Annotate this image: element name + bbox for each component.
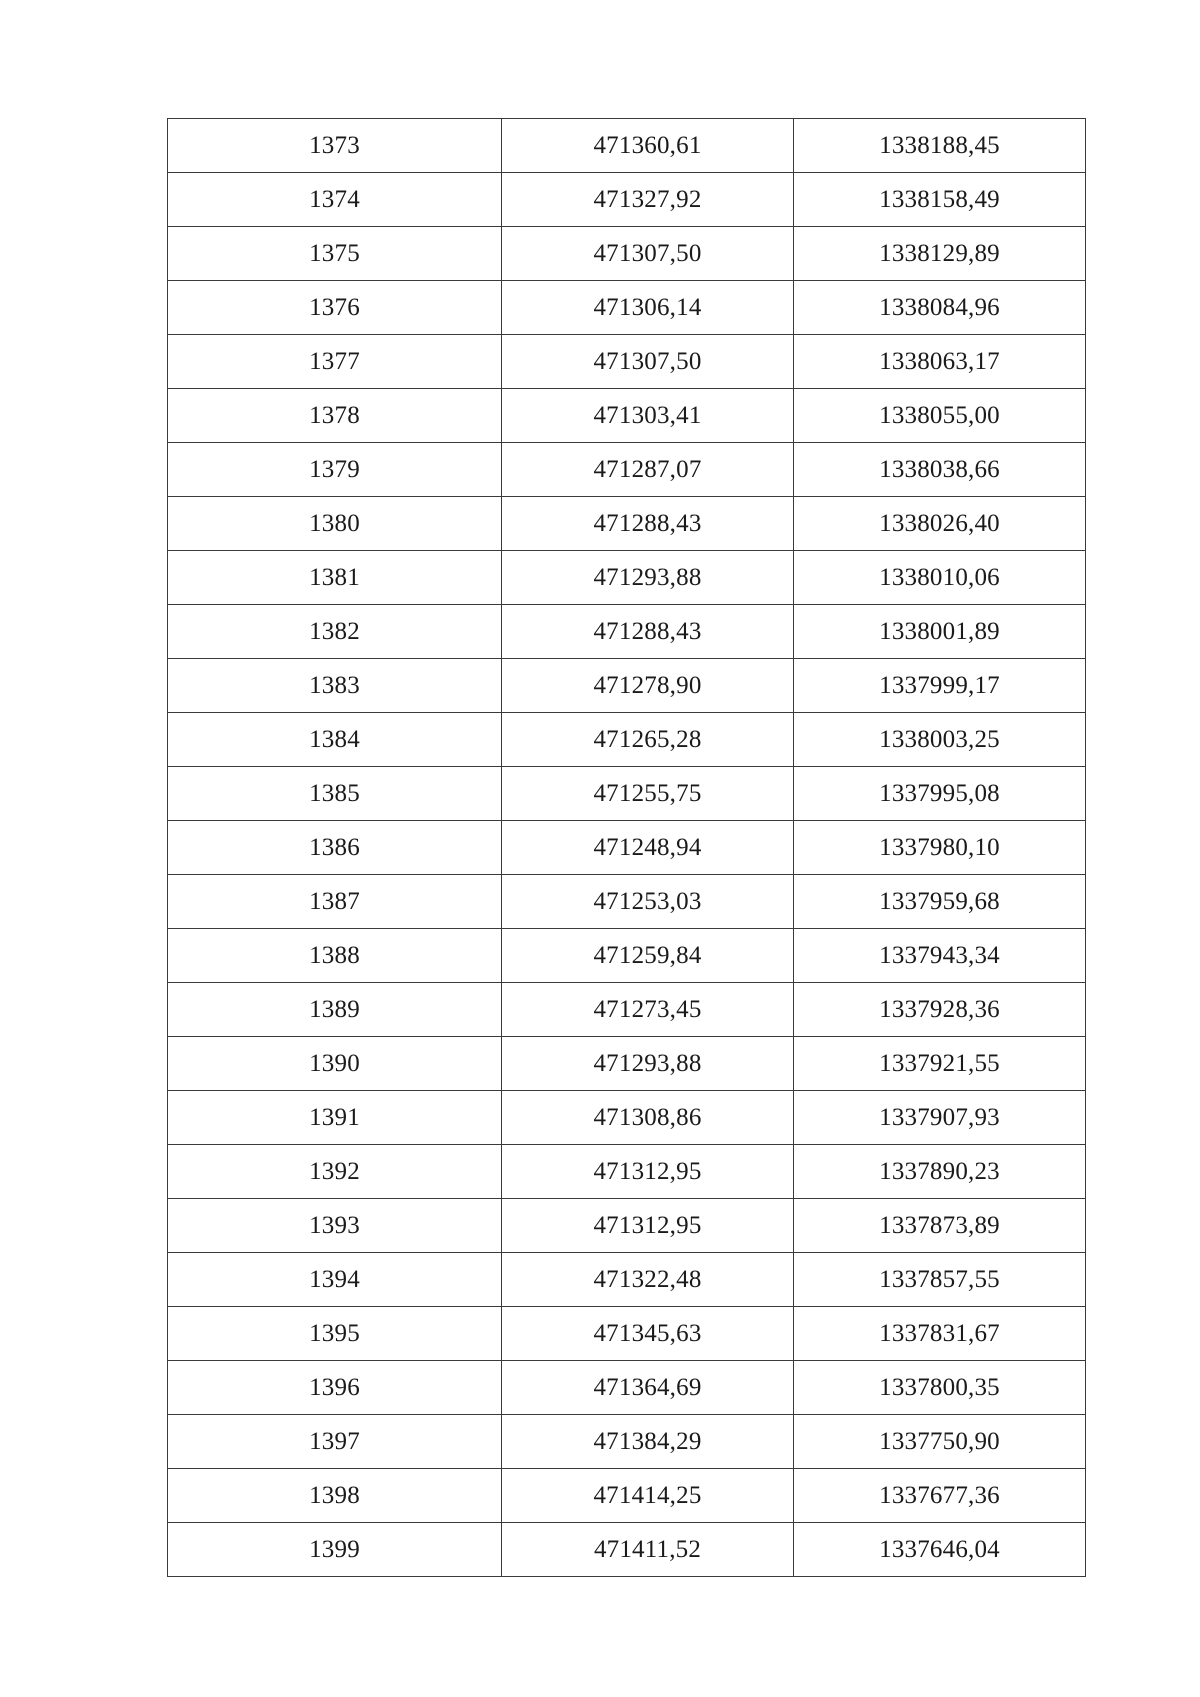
x-coordinate-cell: 471360,61 <box>502 119 794 173</box>
coordinates-table <box>167 118 1086 1577</box>
x-coordinate-cell: 471288,43 <box>502 605 794 659</box>
table-row <box>168 821 1086 875</box>
table-row <box>168 713 1086 767</box>
point-number-cell: 1392 <box>168 1145 502 1199</box>
table-row <box>168 497 1086 551</box>
table-row <box>168 1307 1086 1361</box>
table-row <box>168 551 1086 605</box>
table-row <box>168 1199 1086 1253</box>
x-coordinate-cell: 471384,29 <box>502 1415 794 1469</box>
y-coordinate-cell: 1338188,45 <box>794 119 1086 173</box>
y-coordinate-cell: 1338063,17 <box>794 335 1086 389</box>
y-coordinate-cell: 1337831,67 <box>794 1307 1086 1361</box>
x-coordinate-cell: 471273,45 <box>502 983 794 1037</box>
x-coordinate-cell: 471364,69 <box>502 1361 794 1415</box>
x-coordinate-cell: 471259,84 <box>502 929 794 983</box>
table-row <box>168 605 1086 659</box>
y-coordinate-cell: 1337646,04 <box>794 1523 1086 1577</box>
y-coordinate-cell: 1338158,49 <box>794 173 1086 227</box>
point-number-cell: 1380 <box>168 497 502 551</box>
table-row <box>168 659 1086 713</box>
x-coordinate-cell: 471312,95 <box>502 1199 794 1253</box>
point-number-cell: 1383 <box>168 659 502 713</box>
y-coordinate-cell: 1337857,55 <box>794 1253 1086 1307</box>
x-coordinate-cell: 471306,14 <box>502 281 794 335</box>
point-number-cell: 1397 <box>168 1415 502 1469</box>
table-row <box>168 443 1086 497</box>
x-coordinate-cell: 471255,75 <box>502 767 794 821</box>
table-row <box>168 1253 1086 1307</box>
x-coordinate-cell: 471411,52 <box>502 1523 794 1577</box>
table-row <box>168 281 1086 335</box>
y-coordinate-cell: 1337750,90 <box>794 1415 1086 1469</box>
point-number-cell: 1390 <box>168 1037 502 1091</box>
table-row <box>168 767 1086 821</box>
point-number-cell: 1384 <box>168 713 502 767</box>
y-coordinate-cell: 1338055,00 <box>794 389 1086 443</box>
point-number-cell: 1399 <box>168 1523 502 1577</box>
table-row <box>168 929 1086 983</box>
x-coordinate-cell: 471265,28 <box>502 713 794 767</box>
y-coordinate-cell: 1338026,40 <box>794 497 1086 551</box>
point-number-cell: 1396 <box>168 1361 502 1415</box>
x-coordinate-cell: 471307,50 <box>502 227 794 281</box>
y-coordinate-cell: 1337980,10 <box>794 821 1086 875</box>
table-row <box>168 875 1086 929</box>
x-coordinate-cell: 471312,95 <box>502 1145 794 1199</box>
table-row <box>168 1361 1086 1415</box>
x-coordinate-cell: 471253,03 <box>502 875 794 929</box>
x-coordinate-cell: 471278,90 <box>502 659 794 713</box>
point-number-cell: 1381 <box>168 551 502 605</box>
x-coordinate-cell: 471288,43 <box>502 497 794 551</box>
point-number-cell: 1373 <box>168 119 502 173</box>
table-row <box>168 173 1086 227</box>
y-coordinate-cell: 1338129,89 <box>794 227 1086 281</box>
y-coordinate-cell: 1337999,17 <box>794 659 1086 713</box>
point-number-cell: 1379 <box>168 443 502 497</box>
x-coordinate-cell: 471303,41 <box>502 389 794 443</box>
table-row <box>168 1091 1086 1145</box>
y-coordinate-cell: 1337890,23 <box>794 1145 1086 1199</box>
y-coordinate-cell: 1337677,36 <box>794 1469 1086 1523</box>
y-coordinate-cell: 1337873,89 <box>794 1199 1086 1253</box>
x-coordinate-cell: 471414,25 <box>502 1469 794 1523</box>
y-coordinate-cell: 1337928,36 <box>794 983 1086 1037</box>
coordinates-table-body <box>168 119 1086 1577</box>
point-number-cell: 1393 <box>168 1199 502 1253</box>
x-coordinate-cell: 471293,88 <box>502 551 794 605</box>
x-coordinate-cell: 471287,07 <box>502 443 794 497</box>
y-coordinate-cell: 1337995,08 <box>794 767 1086 821</box>
point-number-cell: 1377 <box>168 335 502 389</box>
y-coordinate-cell: 1338003,25 <box>794 713 1086 767</box>
y-coordinate-cell: 1338010,06 <box>794 551 1086 605</box>
point-number-cell: 1376 <box>168 281 502 335</box>
point-number-cell: 1398 <box>168 1469 502 1523</box>
x-coordinate-cell: 471322,48 <box>502 1253 794 1307</box>
x-coordinate-cell: 471293,88 <box>502 1037 794 1091</box>
y-coordinate-cell: 1338001,89 <box>794 605 1086 659</box>
table-row <box>168 1145 1086 1199</box>
x-coordinate-cell: 471308,86 <box>502 1091 794 1145</box>
point-number-cell: 1391 <box>168 1091 502 1145</box>
point-number-cell: 1382 <box>168 605 502 659</box>
point-number-cell: 1378 <box>168 389 502 443</box>
point-number-cell: 1389 <box>168 983 502 1037</box>
x-coordinate-cell: 471345,63 <box>502 1307 794 1361</box>
x-coordinate-cell: 471248,94 <box>502 821 794 875</box>
table-row <box>168 389 1086 443</box>
y-coordinate-cell: 1338084,96 <box>794 281 1086 335</box>
y-coordinate-cell: 1337907,93 <box>794 1091 1086 1145</box>
point-number-cell: 1388 <box>168 929 502 983</box>
y-coordinate-cell: 1337959,68 <box>794 875 1086 929</box>
table-row <box>168 119 1086 173</box>
y-coordinate-cell: 1338038,66 <box>794 443 1086 497</box>
table-row <box>168 335 1086 389</box>
x-coordinate-cell: 471327,92 <box>502 173 794 227</box>
table-row <box>168 1037 1086 1091</box>
point-number-cell: 1387 <box>168 875 502 929</box>
table-row <box>168 1523 1086 1577</box>
point-number-cell: 1395 <box>168 1307 502 1361</box>
y-coordinate-cell: 1337921,55 <box>794 1037 1086 1091</box>
table-row <box>168 1415 1086 1469</box>
point-number-cell: 1374 <box>168 173 502 227</box>
point-number-cell: 1385 <box>168 767 502 821</box>
table-row <box>168 227 1086 281</box>
point-number-cell: 1394 <box>168 1253 502 1307</box>
point-number-cell: 1386 <box>168 821 502 875</box>
y-coordinate-cell: 1337943,34 <box>794 929 1086 983</box>
y-coordinate-cell: 1337800,35 <box>794 1361 1086 1415</box>
x-coordinate-cell: 471307,50 <box>502 335 794 389</box>
table-row <box>168 1469 1086 1523</box>
point-number-cell: 1375 <box>168 227 502 281</box>
table-row <box>168 983 1086 1037</box>
